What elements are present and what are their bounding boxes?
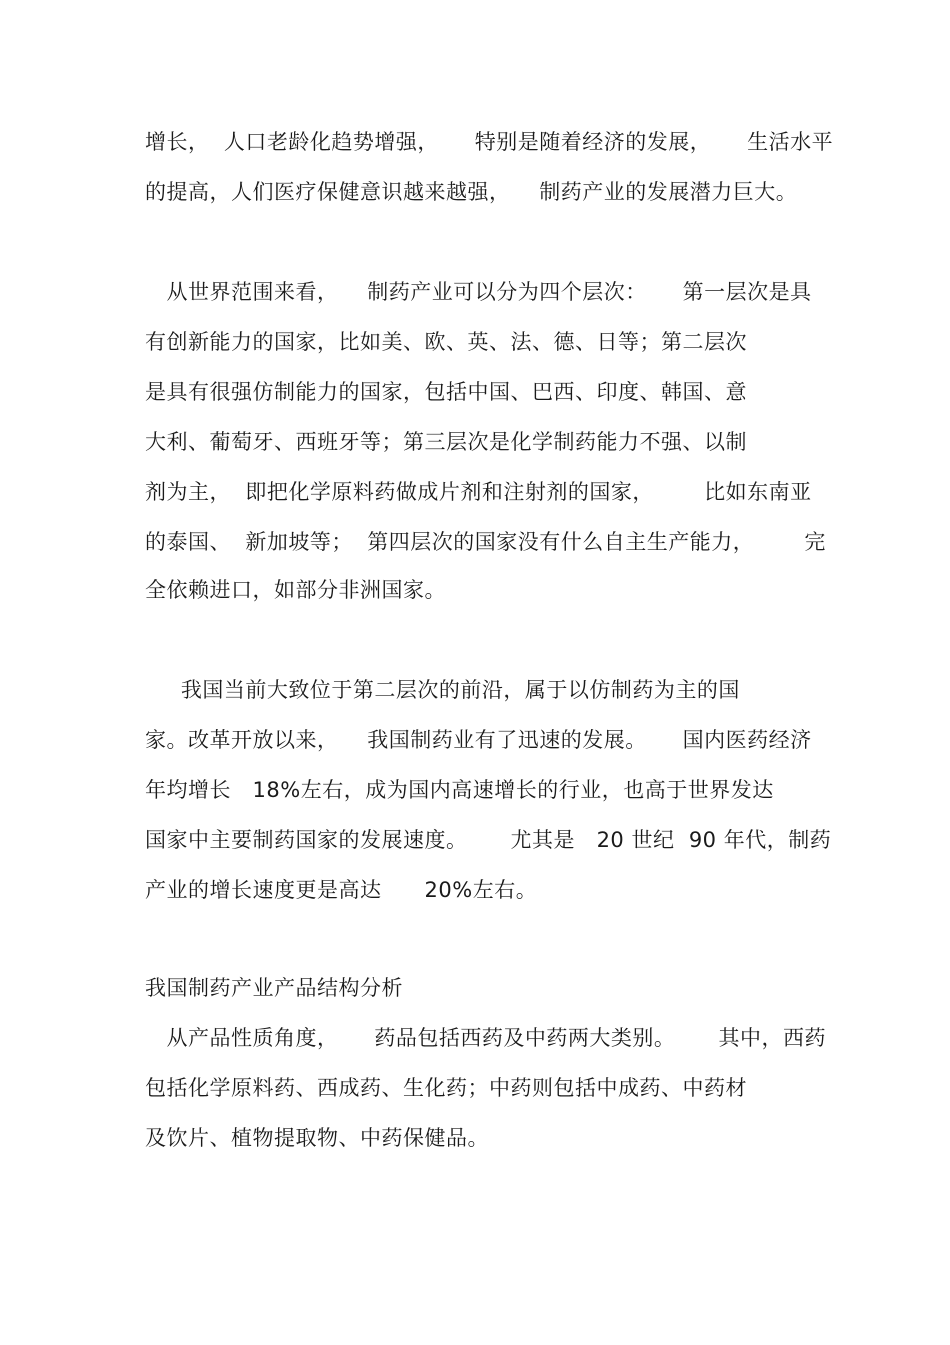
paragraph2-line-4: 大利、葡萄牙、西班牙等；第三层次是化学制药能力不强、以制 bbox=[145, 430, 747, 454]
paragraph4-line-1: 从产品性质角度， 药品包括西药及中药两大类别。 其中，西药 bbox=[145, 1026, 826, 1050]
paragraph1-line-1: 增长， 人口老龄化趋势增强， 特别是随着经济的发展， 生活水平 bbox=[145, 130, 834, 154]
paragraph4-line-2: 包括化学原料药、西成药、生化药；中药则包括中成药、中药材 bbox=[145, 1076, 747, 1100]
paragraph3-line-1: 我国当前大致位于第二层次的前沿，属于以仿制药为主的国 bbox=[145, 678, 740, 702]
paragraph2-line-1: 从世界范围来看， 制药产业可以分为四个层次： 第一层次是具 bbox=[145, 280, 812, 304]
paragraph2-line-6: 的泰国、 新加坡等； 第四层次的国家没有什么自主生产能力， 完 bbox=[145, 530, 826, 554]
paragraph4-line-3: 及饮片、植物提取物、中药保健品。 bbox=[145, 1126, 489, 1150]
paragraph2-line-2: 有创新能力的国家，比如美、欧、英、法、德、日等；第二层次 bbox=[145, 330, 747, 354]
paragraph3-line-2: 家。改革开放以来， 我国制药业有了迅速的发展。 国内医药经济 bbox=[145, 728, 812, 752]
paragraph2-line-5: 剂为主， 即把化学原料药做成片剂和注射剂的国家， 比如东南亚 bbox=[145, 480, 812, 504]
paragraph2-line-3: 是具有很强仿制能力的国家，包括中国、巴西、印度、韩国、意 bbox=[145, 380, 747, 404]
paragraph3-line-4: 国家中主要制药国家的发展速度。 尤其是 20 世纪 90 年代，制药 bbox=[145, 828, 832, 852]
paragraph1-line-2: 的提高，人们医疗保健意识越来越强， 制药产业的发展潜力巨大。 bbox=[145, 180, 798, 204]
paragraph3-line-5: 产业的增长速度更是高达 20%左右。 bbox=[145, 878, 538, 902]
section-heading: 我国制药产业产品结构分析 bbox=[145, 976, 403, 1000]
paragraph3-line-3: 年均增长 18%左右，成为国内高速增长的行业，也高于世界发达 bbox=[145, 778, 774, 802]
paragraph2-line-7: 全依赖进口，如部分非洲国家。 bbox=[145, 578, 446, 602]
